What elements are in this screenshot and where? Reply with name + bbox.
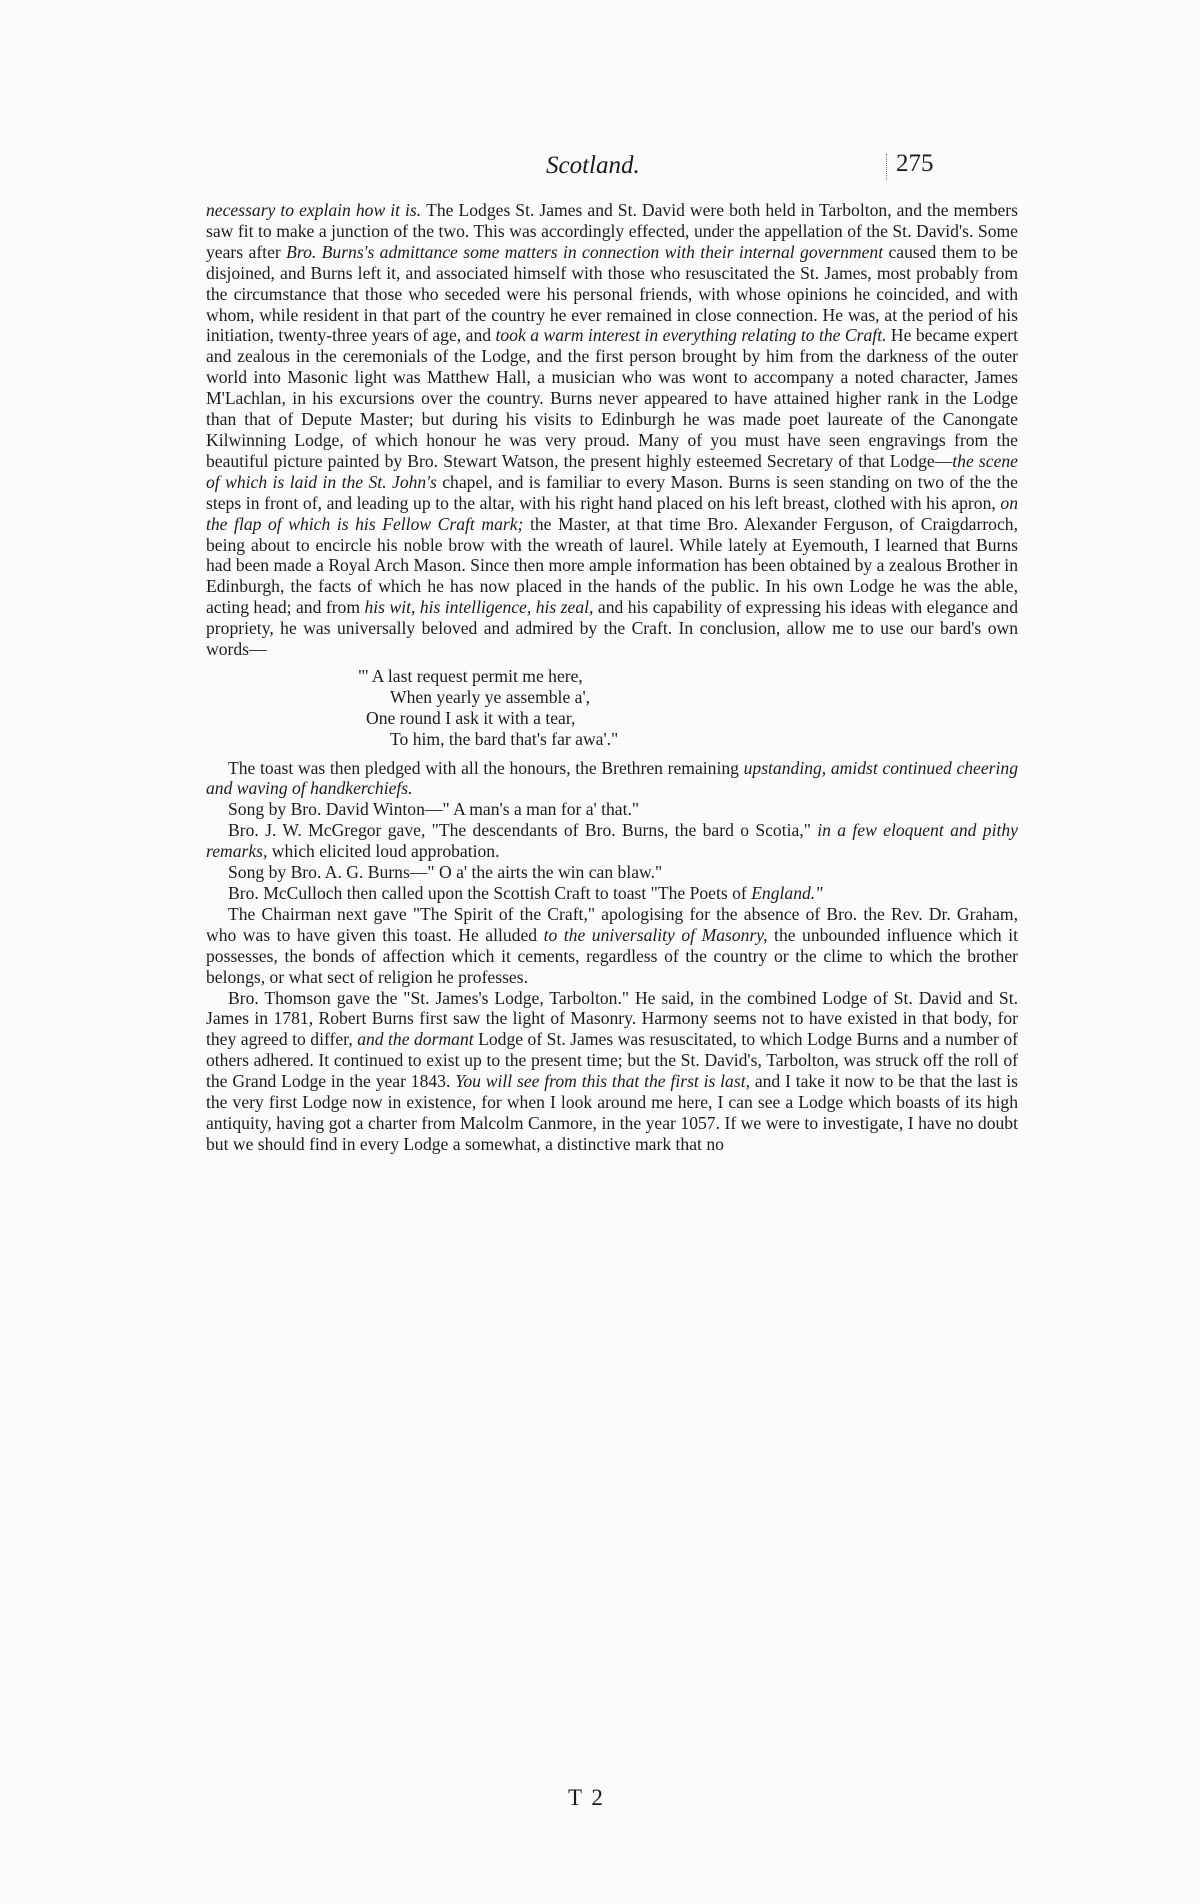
text-run: and his capability of expressing his ideas with elegance and propriety, he was universally beloved and admired by the Craft. In conclusion, allow me to use our bard's own words—	[206, 597, 1018, 660]
italic-phrase: and the dormant	[357, 1029, 474, 1050]
verse-line: One round I ask it with a tear,	[366, 707, 576, 728]
italic-phrase: the scene of which is laid in the St. John's	[206, 450, 1018, 492]
running-title: Scotland.	[546, 152, 640, 179]
italic-phrase: You will see from this that the first is last,	[455, 1071, 750, 1092]
italic-phrase: on the flap of which is his Fellow Craft mark;	[206, 492, 1018, 534]
verse-line: To him, the bard that's far awa'."	[390, 728, 619, 749]
page-number: 275	[896, 150, 934, 177]
paragraph-toast-pledged	[206, 758, 1018, 800]
signature-mark: T 2	[568, 1785, 605, 1810]
text-run: the Master, at that time Bro. Alexander Ferguson, of Craigdarroch, being about to encircle his noble brow with the wreath of laurel. While lately at Eyemouth, I learned that Burns had been made a Royal Arch Mason. Since then more ample information has been obtained by a zealous Brother in Edinburgh, the facts of which he has now placed in the hands of the public. In his own Lodge he was the able, acting head; and from	[206, 513, 1018, 618]
text-run: He became expert and zealous in the ceremonials of the Lodge, and the first person brought by him from the darkness of the outer world into Masonic light was Matthew Hall, a musician who was wont to accompany a noted character, James M'Lachlan, in his excursions over the country. Burns never appeared to have attained higher rank in the Lodge than that of Depute Master; but during his visits to Edinburgh he was made poet laureate of the Canongate Kilwinning Lodge, of which honour he was very proud. Many of you must have seen engravings from the beautiful picture painted by Bro. Stewart Watson, the present highly esteemed Secretary of that Lodge—	[206, 325, 1019, 471]
italic-phrase: Bro. Burns's admittance some matters in connection with their internal government	[286, 241, 884, 262]
verse-line: "' A last request permit me here,	[358, 665, 583, 686]
verse-line: When yearly ye assemble a',	[390, 686, 591, 707]
italic-phrase: took a warm interest in everything relating to the Craft.	[495, 325, 887, 346]
paragraph-mcgregor	[206, 820, 1018, 862]
verse-quote	[206, 666, 1018, 750]
paragraph-mcculloch	[206, 883, 1018, 904]
text-run: The Chairman next gave "The Spirit of the Craft," apologising for the absence of Bro. the Rev. Dr. Graham, who was to have given this toast. He alluded	[206, 903, 1018, 945]
paragraph-song-winton: Song by Bro. David Winton—" A man's a man for a' that."	[228, 799, 640, 820]
text-run: chapel, and is familiar to every Mason. Burns is seen standing on two of the the steps in front of, and leading up to the altar, with his right hand placed on his left breast, clothed with his apron,	[206, 471, 1018, 513]
italic-phrase: to the universality of Masonry,	[543, 924, 768, 945]
text-run: the unbounded influence which it possesses, the bonds of affection which it cements, regardless of the country or the clime to which the brother belongs, or what sect of religion he professes.	[206, 924, 1019, 987]
text-run: caused them to be disjoined, and Burns left it, and associated himself with those who resuscitated the St. James, most probably from the circumstance that those who seceded were his personal friends, with whose opinions he coincided, and with whom, while resident in that part of the country he ever remained in close connection. He was, at the period of his initiation, twenty-three years of age, and	[206, 241, 1018, 346]
italic-phrase: his wit, his intelligence, his zeal,	[364, 597, 594, 618]
header-divider	[886, 154, 888, 180]
italic-phrase: in a few eloquent and pithy remarks,	[206, 820, 1018, 862]
text-run: The Lodges St. James and St. David were both held in Tarbolton, and the members saw fit to make a junction of the two. This was accordingly effected, under the appellation of the St. David's. Some years after	[206, 200, 1018, 262]
italic-phrase: upstanding, amidst continued cheering and waving of handkerchiefs.	[206, 757, 1019, 799]
paragraph-thomson	[206, 988, 1018, 1155]
text-run: Lodge of St. James was resuscitated, to which Lodge Burns and a number of others adhered. It continued to exist up to the present time; but the St. David's, Tarbolton, was struck off the roll of the Grand Lodge in the year 1843.	[206, 1029, 1019, 1092]
paragraph-song-burns: Song by Bro. A. G. Burns—" O a' the airts the win can blaw."	[228, 862, 663, 883]
text-run: and I take it now to be that the last is the very first Lodge now in existence, for when I look around me here, I can see a Lodge which boasts of its high antiquity, having got a charter from Malcolm Canmore, in the year 1057. If we were to investigate, I have no doubt but we should find in every Lodge a somewhat, a distinctive mark that no	[206, 1071, 1018, 1154]
italic-phrase: England."	[751, 883, 823, 903]
paragraph-speech-continuation	[206, 200, 1018, 660]
text-run: Bro. J. W. McGregor gave, "The descendants of Bro. Burns, the bard o Scotia,"	[228, 820, 818, 841]
italic-phrase: necessary to explain how it is.	[206, 200, 427, 220]
article-body	[206, 200, 1018, 1155]
text-run: The toast was then pledged with all the honours, the Brethren remaining	[228, 757, 744, 778]
paragraph-chairman	[206, 904, 1018, 988]
text-run: Bro. Thomson gave the "St. James's Lodge, Tarbolton." He said, in the combined Lodge of St. David and St. James in 1781, Robert Burns first saw the light of Masonry. Harmony seems not to have existed in that body, for they agreed to differ,	[206, 987, 1018, 1050]
text-run: which elicited loud approbation.	[267, 841, 500, 862]
text-run: Bro. McCulloch then called upon the Scottish Craft to toast "The Poets of	[228, 883, 752, 903]
